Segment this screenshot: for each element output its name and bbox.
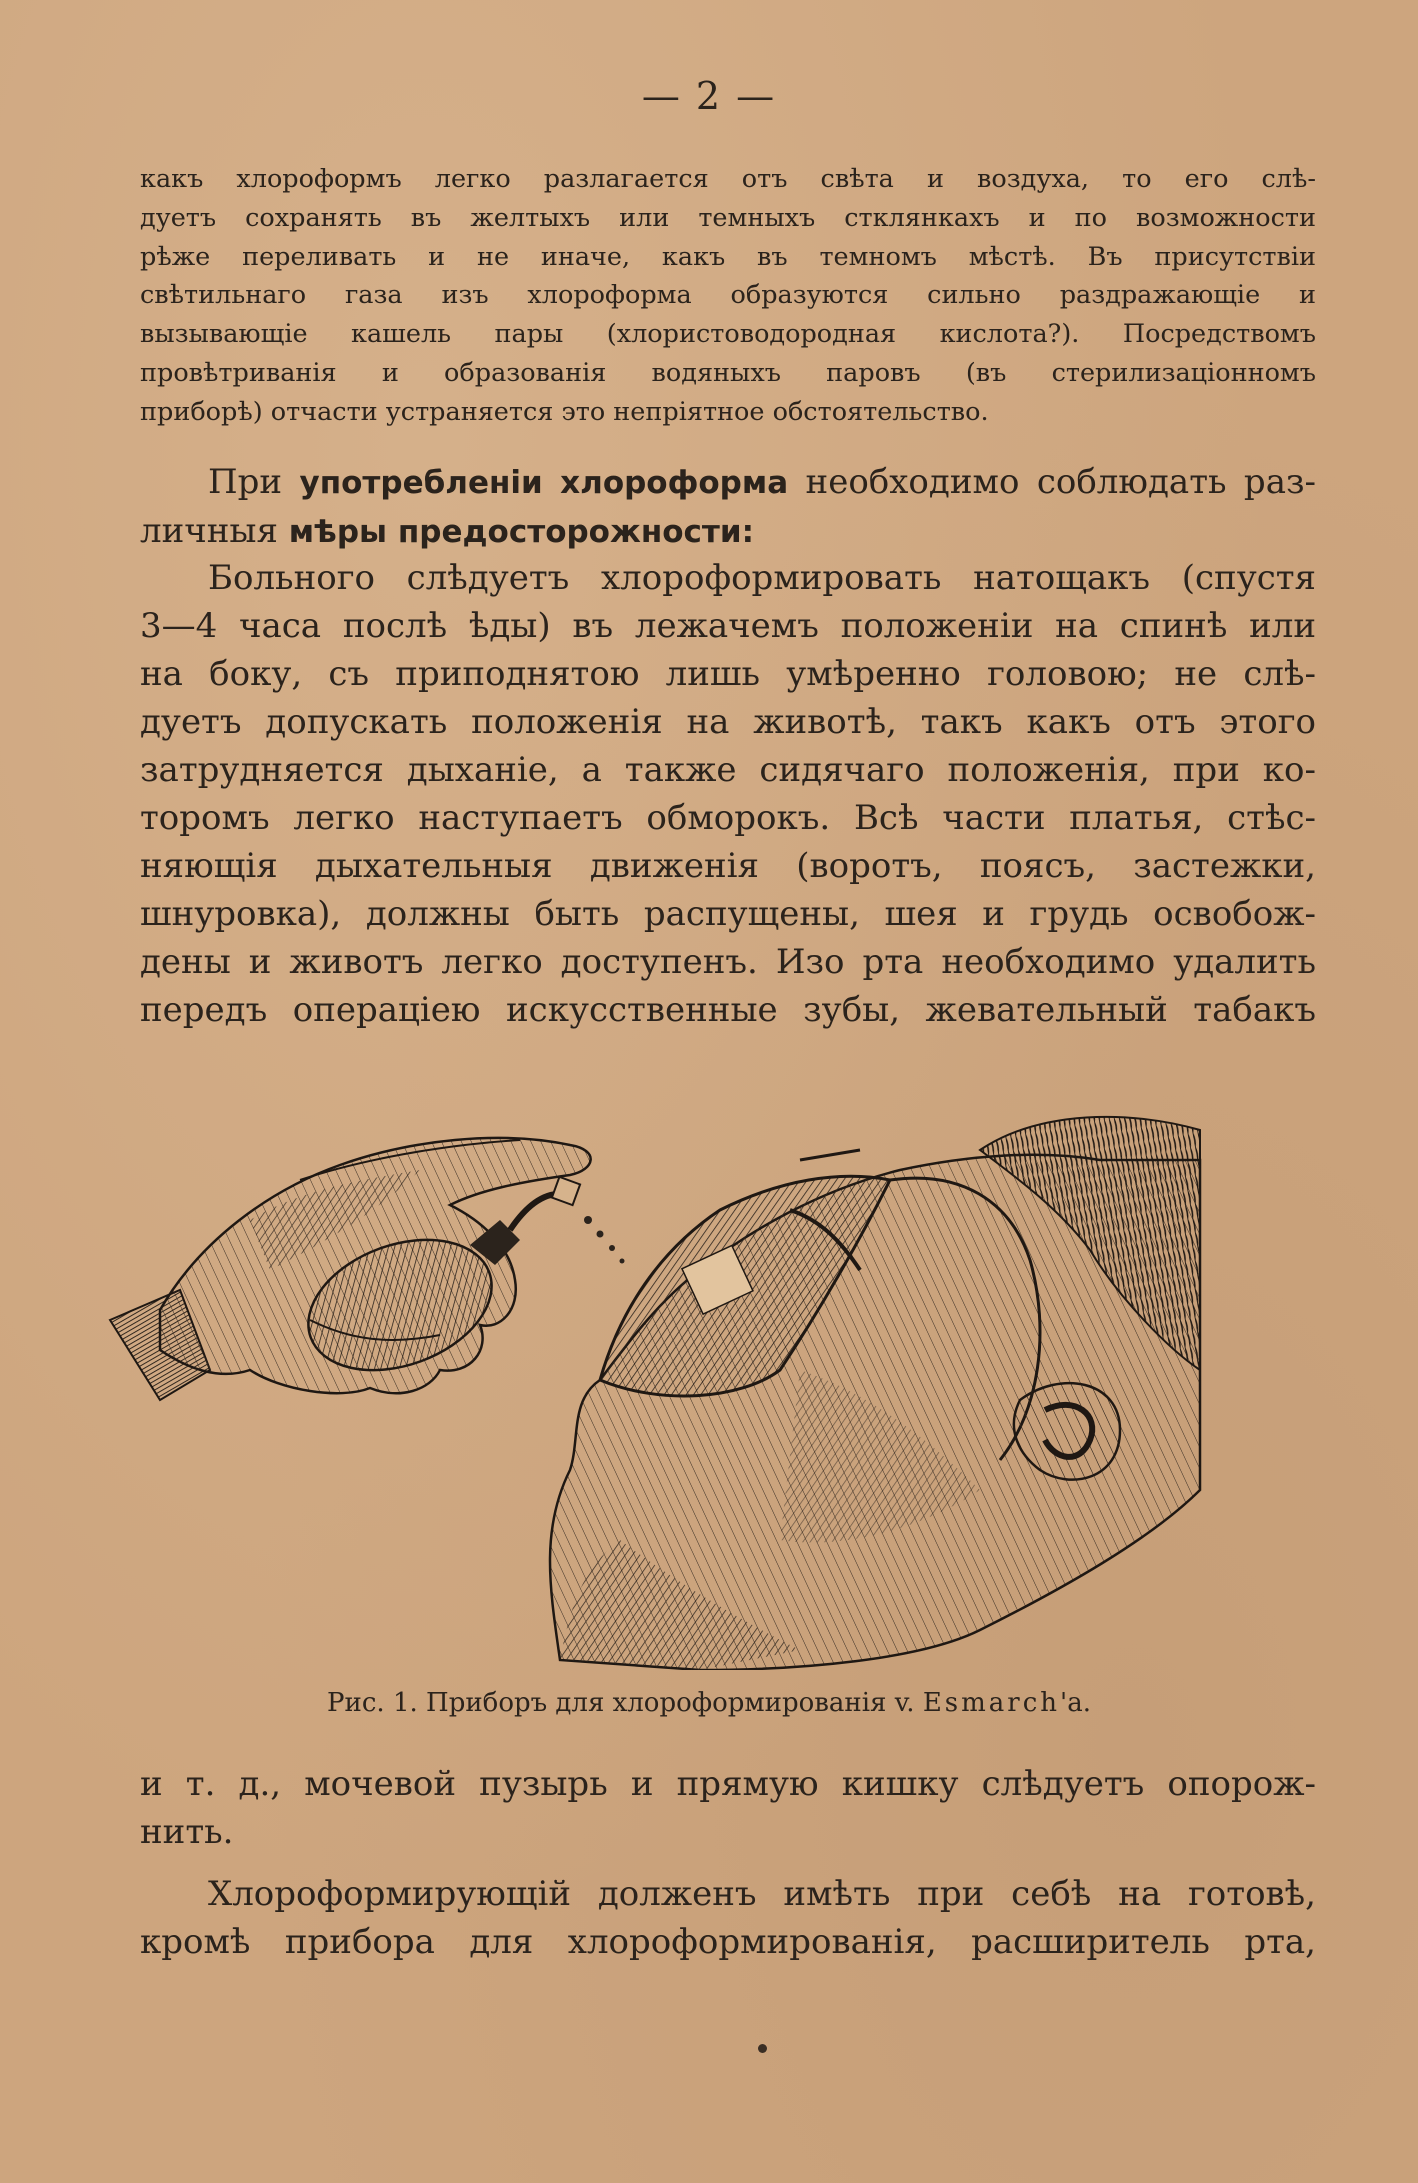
text-span: При [208, 462, 300, 502]
text-line: 3—4 часа послѣ ѣды) въ лежачемъ положеніи на спинѣ или [140, 606, 1316, 646]
precautions-intro-paragraph [140, 458, 1316, 556]
text-line: затрудняется дыханіе, а также сидячаго положенія, при ко- [140, 750, 1316, 790]
hand-with-dropper [110, 1138, 625, 1400]
text-line: нить. [140, 1812, 234, 1852]
text-line: торомъ легко наступаетъ обморокъ. Всѣ части платья, стѣс- [140, 798, 1316, 838]
text-line: дуетъ сохранять въ желтыхъ или темныхъ стклянкахъ и по возможности [140, 202, 1316, 233]
text-span: личныя [140, 511, 289, 551]
small-print-paragraph [140, 160, 1316, 432]
text-line: дены и животъ легко доступенъ. Изо рта необходимо удалить [140, 942, 1316, 982]
text-line: провѣтриванія и образованія водяныхъ паровъ (въ стерилизаціонномъ [140, 357, 1316, 388]
text-line: Больного слѣдуетъ хлороформировать натощакъ (спустя [208, 558, 1316, 598]
text-line: свѣтильнаго газа изъ хлороформа образуются сильно раздражающіе и [140, 280, 1316, 311]
esmarch-mask-illustration [100, 1070, 1350, 1670]
figure-caption [0, 1688, 1418, 1718]
text-line: рѣже переливать и не иначе, какъ въ темномъ мѣстѣ. Въ присутствіи [140, 241, 1316, 272]
bold-term: мѣры предосторожности: [288, 514, 755, 550]
text-line: няющія дыхательныя движенія (воротъ, поясъ, застежки, [140, 846, 1316, 886]
final-paragraph [140, 1870, 1316, 1966]
caption-text: Рис. 1. Приборъ для хлороформированія v. [327, 1688, 923, 1718]
text-line: Хлороформирующій долженъ имѣть при себѣ на готовѣ, [208, 1874, 1316, 1914]
caption-author: Esmarch [922, 1688, 1061, 1718]
text-line: и т. д., мочевой пузырь и прямую кишку слѣдуетъ опорож- [140, 1764, 1316, 1804]
text-line: кромѣ прибора для хлороформированія, расширитель рта, [140, 1922, 1316, 1962]
text-span: необходимо соблюдать раз- [788, 462, 1316, 502]
continuation-paragraph [140, 1760, 1316, 1856]
page-number: — 2 — [641, 74, 777, 118]
text-line: шнуровка), должны быть распущены, шея и грудь освобож- [140, 894, 1316, 934]
caption-suffix: 'а. [1060, 1688, 1091, 1718]
text-line: на боку, съ приподнятою лишь умѣренно головою; не слѣ- [140, 654, 1316, 694]
text-line [140, 507, 1316, 556]
text-line: дуетъ допускать положенія на животѣ, такъ какъ отъ этого [140, 702, 1316, 742]
ink-spot [758, 2044, 767, 2053]
main-paragraph [140, 554, 1316, 1034]
bold-term: употребленіи хлороформа [299, 465, 789, 501]
text-line: вызывающіе кашель пары (хлористоводородная кислота?). Посредствомъ [140, 319, 1316, 350]
text-line: приборѣ) отчасти устраняется это непріятное обстоятельство. [140, 396, 989, 427]
text-line [140, 458, 1316, 507]
patient-head-with-mask [550, 1117, 1200, 1670]
text-line: какъ хлороформъ легко разлагается отъ свѣта и воздуха, то его слѣ- [140, 164, 1316, 194]
text-line: передъ операціею искусственные зубы, жевательный табакъ [140, 990, 1316, 1030]
